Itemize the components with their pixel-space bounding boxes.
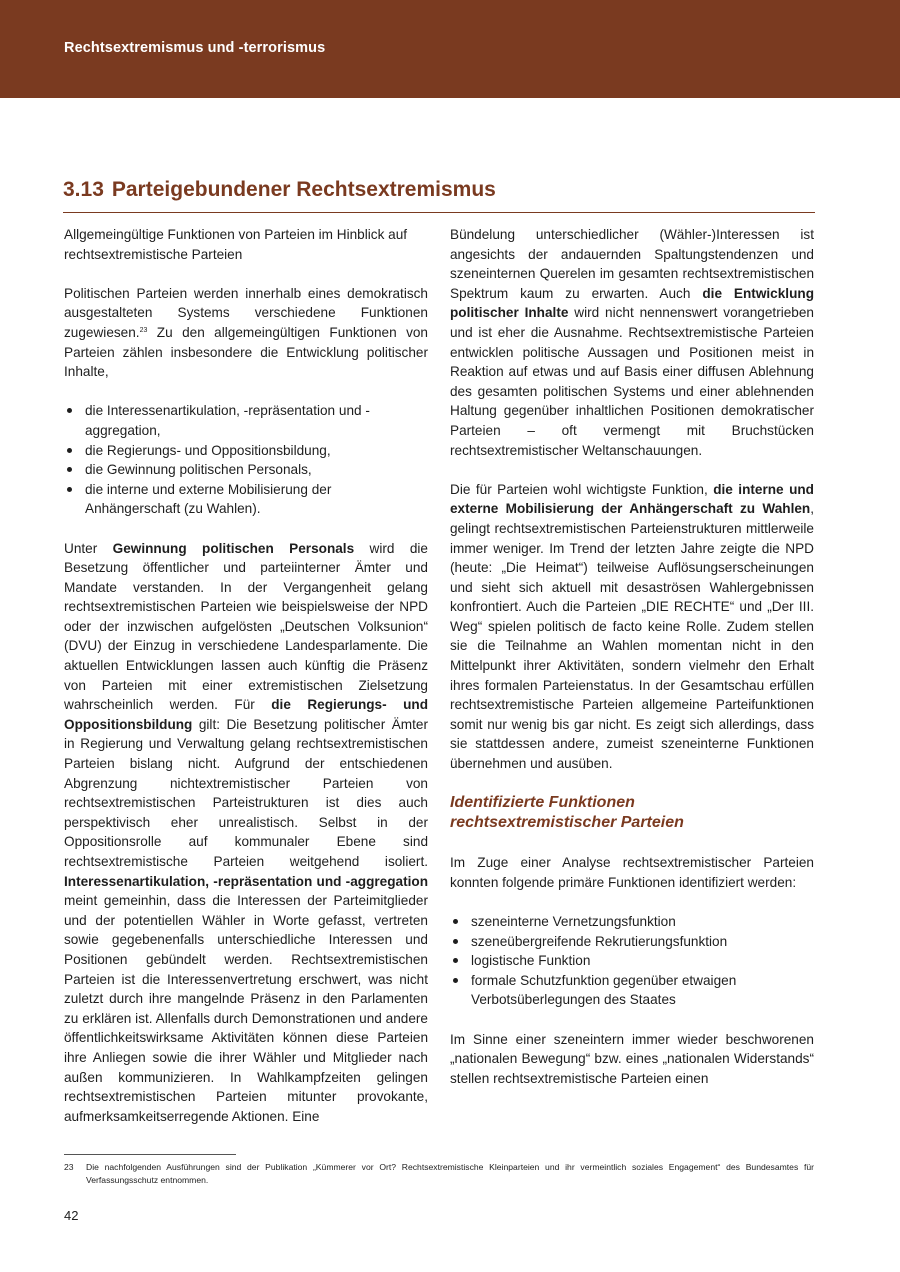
functions-list bbox=[64, 401, 428, 519]
paragraph-mobilisation: Die für Parteien wohl wichtigste Funktion, die interne und externe Mobilisierung der Anhängerschaft zu Wahlen, gelingt rechtsextremistischen Parteienstrukturen mittlerweile immer weniger. Im Trend der letzten Jahre zeigte die NPD (heute: „Die Heimat“) teilweise Auflösungserscheinungen und sieht sich aktuell mit desaströsen Wahlergebnissen konfrontiert. Auch die Parteien „DIE RECHTE“ und „Der III. Weg“ spielen politisch de facto keine Rolle. Zudem stellen sie die Teilnahme an Wahlen momentan nicht in den Mittelpunkt ihrer Aktivitäten, sondern vielmehr den Erhalt ihres formalen Parteienstatus. In der Gesamtschau erfüllen rechtsextremistische Parteien allgemeine Parteifunktionen somit nur wenig bis gar nicht. Es zeigt sich allerdings, dass sie stattdessen andere, zumeist szeneinterne Funktionen übernehmen und ausüben. bbox=[450, 481, 814, 772]
footnote-text: Die nachfolgenden Ausführungen sind der Publikation „Kümmerer vor Ort? Rechtsextremistische Kleinparteien und ihr vermeintlich soziales Engagement“ des Bundesamtes für Verfassungsschutz entnommen. bbox=[86, 1162, 814, 1185]
list-item: die Interessenartikulation, -repräsentation und -aggregation, bbox=[64, 401, 428, 440]
footnote-divider bbox=[64, 1154, 236, 1155]
footnote-number: 23 bbox=[64, 1162, 74, 1172]
footnote bbox=[64, 1161, 814, 1186]
paragraph-analysis: Im Zuge einer Analyse rechtsextremistischer Parteien konnten folgende primäre Funktionen identifiziert werden: bbox=[450, 855, 814, 890]
paragraph-content-development: Bündelung unterschiedlicher (Wähler-)Interessen ist angesichts der andauernden Spaltungstendenzen und szeneinternen Querelen im gesamten rechtsextremistischen Spektrum kaum zu erwarten. Auch die Entwicklung politischer Inhalte wird nicht nennenswert vorangetrieben und ist eher die Ausnahme. Rechtsextremistische Parteien entwicklen politische Aussagen und Positionen meist in Reaktion auf etwas und auf Basis einer diffusen Ablehnung des gesamten politischen Systems und einer ablehnenden Haltung gegenüber inhaltlichen Positionen demokratischer Parteien – oft vermengt mit Bruchstücken rechtsextremistischer Weltanschauungen. bbox=[450, 227, 814, 458]
paragraph-personnel: Unter Gewinnung politischen Personals wird die Besetzung öffentlicher und parteiinterner Ämter und Mandate verstanden. In der Vergangenheit gelang rechtsextremistischen Parteien wie beispielsweise der NPD oder der inzwischen aufgelösten „Deutschen Volksunion“ (DVU) der Einzug in verschiedene Landesparlamente. Die aktuellen Entwicklungen lassen auch künftig die Präsenz von Parteien mit einer extremistischen Zielsetzung wahrscheinlich werden. Für die Regierungs- und Oppositionsbildung gilt: Die Besetzung politischer Ämter in Regierung und Verwaltung gelang rechtsextremistischen Parteien bislang nicht. Aufgrund der entschiedenen Abgrenzung nichtextremistischer Parteien von rechtsextremistischen Parteistrukturen ist dies auch perspektivisch eher unrealistisch. Selbst in der Oppositionsrolle auf kommunaler Ebene sind rechtsextremistische Parteien weitgehend isoliert. Interessenartikulation, -repräsentation und -aggregation meint gemeinhin, dass die Interessen der Parteimitglieder und der potentiellen Wähler in Worte gefasst, vertreten sowie gegebenenfalls unterschiedliche Interessen und Positionen gebündelt werden. Rechtsextremistischen Parteien ist die Interessenvertretung erschwert, was nicht zuletzt durch ihre mangelnde Präsenz in den Parlamenten zu erklären ist. Allenfalls durch Demonstrationen und andere öffentlichkeitswirksame Aktivitäten können diese Parteien ihre Anliegen sowie die ihrer Wähler und Mitglieder nach außen kommunizieren. In Wahlkampfzeiten gelingen rechtsextremistischen Parteien mitunter provokante, aufmerksamkeitserregende Aktionen. Eine bbox=[64, 540, 428, 1124]
footnote-reference: 23 bbox=[139, 326, 148, 334]
list-item: die Regierungs- und Oppositionsbildung, bbox=[64, 441, 428, 461]
identified-functions-list bbox=[450, 912, 814, 1010]
subheading-identified-functions: Identifizierte Funktionen rechtsextremistischer Parteien bbox=[450, 794, 684, 832]
paragraph-functions: Politischen Parteien werden innerhalb eines demokratisch ausgestalteten Systems verschiedene Funktionen zugewiesen.$^{23}$ Zu den allgemeingültigen Funktionen von Parteien zählen insbesondere die Entwicklung politischer Inhalte, bbox=[64, 285, 428, 380]
list-item: die Gewinnung politischen Personals, bbox=[64, 460, 428, 480]
list-item: die interne und externe Mobilisierung der Anhängerschaft (zu Wahlen). bbox=[64, 480, 428, 519]
header-band bbox=[0, 0, 900, 98]
list-item: formale Schutzfunktion gegenüber etwaigen Verbotsüberlegungen des Staates bbox=[450, 971, 814, 1010]
section-heading bbox=[63, 178, 815, 213]
list-item: logistische Funktion bbox=[450, 951, 814, 971]
section-number: 3.13 bbox=[63, 178, 104, 201]
paragraph-national-movement: Im Sinne einer szeneintern immer wieder beschworenen „nationalen Bewegung“ bzw. eines „nationalen Widerstands“ stellen rechtsextremistische Parteien einen bbox=[450, 1031, 814, 1086]
page-number: 42 bbox=[64, 1208, 79, 1223]
list-item: szeneinterne Vernetzungsfunktion bbox=[450, 912, 814, 932]
intro-paragraph: Allgemeingültige Funktionen von Parteien im Hinblick auf rechtsextremistische Parteien bbox=[64, 227, 408, 262]
running-header-title: Rechtsextremismus und -terrorismus bbox=[64, 40, 326, 56]
right-column bbox=[450, 225, 814, 1088]
section-title: Parteigebundener Rechtsextremismus bbox=[111, 178, 496, 201]
list-item: szeneübergreifende Rekrutierungsfunktion bbox=[450, 932, 814, 952]
left-column bbox=[64, 225, 428, 1126]
